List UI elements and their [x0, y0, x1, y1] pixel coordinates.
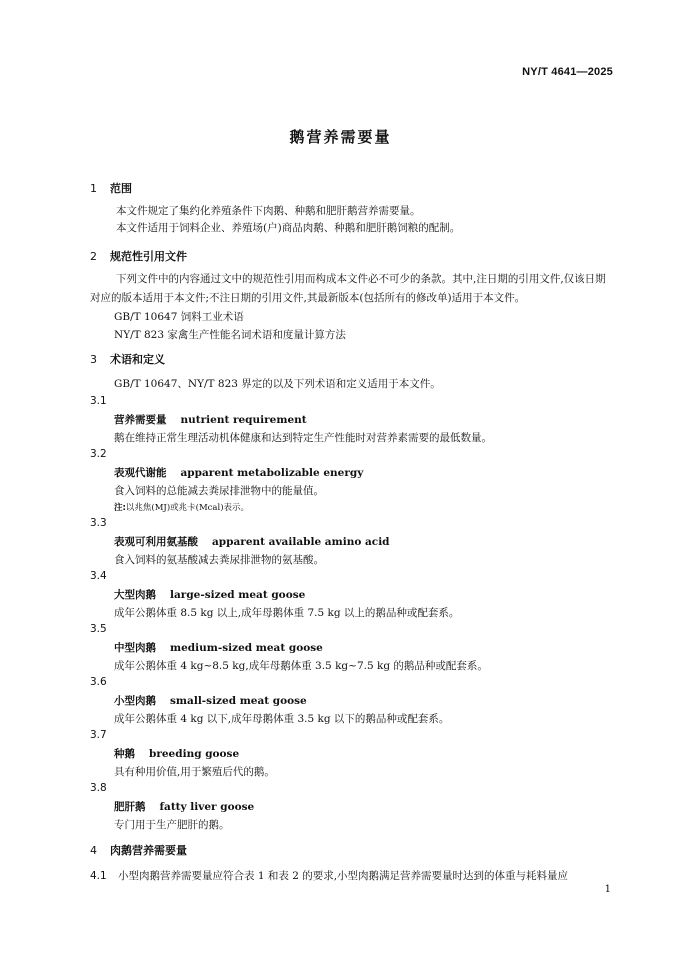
section-number: 2 [90, 250, 97, 263]
term-heading [114, 640, 323, 655]
term-cn: 大型肉鹅 [114, 589, 156, 601]
terms-intro: GB/T 10647、NY/T 823 界定的以及下列术语和定义适用于本文件。 [114, 378, 441, 390]
section-title: 术语和定义 [110, 353, 165, 366]
term-definition: 具有种用价值,用于繁殖后代的鹅。 [114, 766, 275, 778]
term-heading [114, 465, 363, 480]
section-title: 规范性引用文件 [110, 250, 187, 263]
term-cn: 肥肝鹅 [114, 801, 146, 813]
term-number: 3.6 [90, 676, 107, 688]
term-definition: 鹅在维持正常生理活动机体健康和达到特定生产性能时对营养素需要的最低数量。 [114, 432, 492, 444]
term-cn: 营养需要量 [114, 414, 167, 426]
term-number: 3.5 [90, 623, 107, 635]
references-intro: 下列文件中的内容通过文中的规范性引用而构成本文件必不可少的条款。其中,注日期的引用文件,仅该日期对应的版本适用于本文件;不注日期的引用文件,其最新版本(包括所有的修改单)适用于本文件。 [90, 273, 606, 304]
term-cn: 表观代谢能 [114, 467, 167, 479]
section-heading-4 [90, 842, 187, 858]
page-number: 1 [604, 884, 611, 895]
clause-4-1 [90, 868, 614, 883]
term-cn: 中型肉鹅 [114, 642, 156, 654]
section-title: 肉鹅营养需要量 [110, 844, 187, 857]
term-note [114, 501, 249, 513]
section-number: 1 [90, 182, 97, 195]
section-title: 范围 [110, 182, 132, 195]
reference-item-2: NY/T 823 家禽生产性能名词术语和度量计算方法 [114, 329, 346, 341]
term-heading [114, 693, 307, 708]
term-cn: 表观可利用氨基酸 [114, 536, 198, 548]
term-en: small-sized meat goose [170, 695, 307, 707]
term-number: 3.8 [90, 782, 107, 794]
section-heading-1 [90, 180, 132, 196]
term-number: 3.3 [90, 517, 107, 529]
term-number: 3.2 [90, 448, 107, 460]
term-en: medium-sized meat goose [170, 642, 323, 654]
reference-item-1: GB/T 10647 饲料工业术语 [114, 311, 244, 323]
term-en: nutrient requirement [180, 414, 307, 426]
term-definition: 成年公鹅体重 4 kg 以下,成年母鹅体重 3.5 kg 以下的鹅品种或配套系。 [114, 713, 450, 725]
term-heading [114, 799, 254, 814]
term-number: 3.4 [90, 570, 107, 582]
note-label: 注: [114, 503, 126, 513]
term-en: large-sized meat goose [170, 589, 306, 601]
term-definition: 成年公鹅体重 8.5 kg 以上,成年母鹅体重 7.5 kg 以上的鹅品种或配套系。 [114, 607, 460, 619]
scope-paragraph-2: 本文件适用于饲料企业、养殖场(户)商品肉鹅、种鹅和肥肝鹅饲粮的配制。 [116, 222, 461, 234]
section-heading-2 [90, 248, 187, 264]
term-en: fatty liver goose [159, 801, 255, 813]
clause-text: 小型肉鹅营养需要量应符合表 1 和表 2 的要求,小型肉鹅满足营养需要量时达到的体重与耗料量应 [118, 870, 569, 882]
scope-paragraph-1: 本文件规定了集约化养殖条件下肉鹅、种鹅和肥肝鹅营养需要量。 [116, 205, 421, 217]
clause-number: 4.1 [90, 870, 107, 882]
term-cn: 种鹅 [114, 748, 135, 760]
term-definition: 专门用于生产肥肝的鹅。 [114, 819, 230, 831]
section-number: 4 [90, 844, 97, 857]
term-definition: 成年公鹅体重 4 kg~8.5 kg,成年母鹅体重 3.5 kg~7.5 kg 的鹅品种或配套系。 [114, 660, 488, 672]
document-code: NY/T 4641—2025 [522, 66, 613, 78]
term-en: breeding goose [149, 748, 240, 760]
term-number: 3.1 [90, 395, 107, 407]
term-heading [114, 587, 305, 602]
term-definition: 食入饲料的总能减去粪尿排泄物中的能量值。 [114, 485, 324, 497]
term-heading [114, 746, 239, 761]
term-cn: 小型肉鹅 [114, 695, 156, 707]
document-title: 鹅营养需要量 [289, 128, 392, 146]
section-heading-3 [90, 351, 165, 367]
note-text: 以兆焦(MJ)或兆卡(Mcal)表示。 [125, 503, 250, 513]
term-heading [114, 412, 307, 427]
term-definition: 食入饲料的氨基酸减去粪尿排泄物的氨基酸。 [114, 554, 324, 566]
section-number: 3 [90, 353, 97, 366]
term-heading [114, 534, 390, 549]
term-number: 3.7 [90, 729, 107, 741]
term-en: apparent metabolizable energy [180, 467, 364, 479]
term-en: apparent available amino acid [212, 536, 390, 548]
